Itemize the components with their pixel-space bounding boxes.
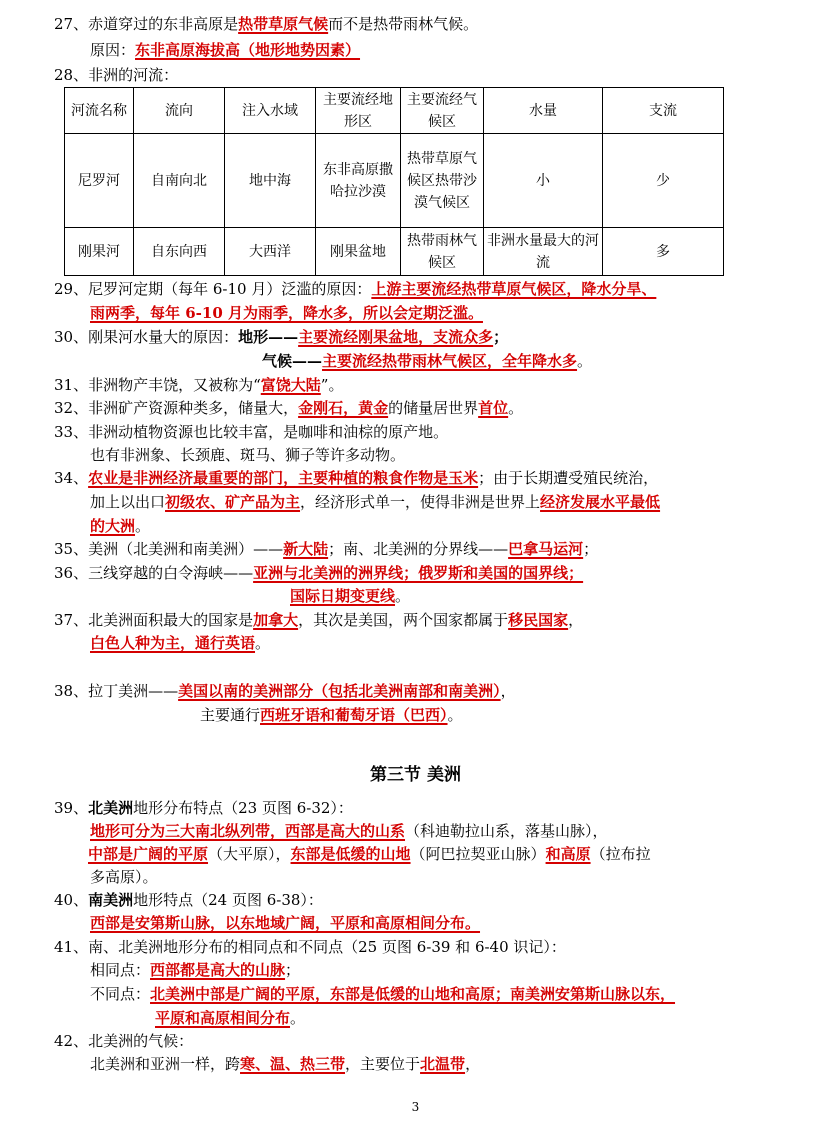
table-cell: 刚果河 xyxy=(65,228,134,276)
table-cell: 自南向北 xyxy=(134,134,225,228)
item-35: 35、美洲（北美洲和南美洲）——新大陆；南、北美洲的分界线——巴拿马运河； xyxy=(54,540,599,558)
table-header-row xyxy=(65,88,724,134)
item-27-line1: 27、赤道穿过的东非高原是热带草原气候而不是热带雨林气候。 xyxy=(54,15,479,33)
item-42-line2: 北美洲和亚洲一样，跨寒、温、热三带，主要位于北温带， xyxy=(90,1055,481,1073)
item-38-line2: 主要通行西班牙语和葡萄牙语（巴西）。 xyxy=(200,706,463,724)
item-38-line1: 38、拉丁美洲——美国以南的美洲部分（包括北美洲南部和南美洲）， xyxy=(54,682,516,700)
table-cell: 少 xyxy=(603,134,724,228)
table-cell: 小 xyxy=(484,134,603,228)
item-36-line2: 国际日期变更线。 xyxy=(290,587,411,605)
table-header-cell: 水量 xyxy=(484,88,603,134)
item-39-line3: 中部是广阔的平原（大平原），东部是低缓的山地（阿巴拉契亚山脉）和高原（拉布拉 xyxy=(88,845,651,863)
item-37-line1: 37、北美洲面积最大的国家是加拿大，其次是美国，两个国家都属于移民国家， xyxy=(54,611,584,629)
item-41-line2: 相同点：西部都是高大的山脉； xyxy=(90,961,301,979)
table-cell: 大西洋 xyxy=(225,228,316,276)
table-header-cell: 主要流经气候区 xyxy=(401,88,484,134)
item-41-line4: 平原和高原相间分布。 xyxy=(155,1009,306,1027)
table-header-cell: 流向 xyxy=(134,88,225,134)
item-40-line1: 40、南美洲地形特点（24 页图 6-38）： xyxy=(54,891,323,909)
item-39-line4: 多高原）。 xyxy=(90,868,158,886)
table-header-cell: 注入水域 xyxy=(225,88,316,134)
item-36-line1: 36、三线穿越的白令海峡——亚洲与北美洲的洲界线；俄罗斯和美国的国界线； xyxy=(54,564,584,582)
item-33-line1: 33、非洲动植物资源也比较丰富，是咖啡和油棕的原产地。 xyxy=(54,423,449,441)
item-39-line1: 39、北美洲地形分布特点（23 页图 6-32）： xyxy=(54,799,353,817)
table-cell: 热带雨林气候区 xyxy=(401,228,484,276)
item-30-line2: 气候——主要流经热带雨林气候区，全年降水多。 xyxy=(262,352,593,370)
table-cell: 自东向西 xyxy=(134,228,225,276)
table-header-cell: 支流 xyxy=(603,88,724,134)
table-cell: 刚果盆地 xyxy=(316,228,401,276)
item-37-line2: 白色人种为主，通行英语。 xyxy=(90,634,271,652)
table-cell: 东非高原撒哈拉沙漠 xyxy=(316,134,401,228)
table-cell: 尼罗河 xyxy=(65,134,134,228)
section-title: 第三节 美洲 xyxy=(370,765,461,785)
item-28-title: 28、非洲的河流： xyxy=(54,66,179,84)
table-cell: 非洲水量最大的河流 xyxy=(484,228,603,276)
item-30-line1: 30、刚果河水量大的原因：地形——主要流经刚果盆地，支流众多； xyxy=(54,328,509,346)
table-cell: 热带草原气候区热带沙漠气候区 xyxy=(401,134,484,228)
item-31: 31、非洲物产丰饶，又被称为“富饶大陆”。 xyxy=(54,376,344,394)
table-row xyxy=(65,134,724,228)
table-row xyxy=(65,228,724,276)
item-34-line2: 加上以出口初级农、矿产品为主，经济形式单一，使得非洲是世界上经济发展水平最低 xyxy=(90,493,661,511)
item-32: 32、非洲矿产资源种类多，储量大，金刚石，黄金的储量居世界首位。 xyxy=(54,399,524,417)
item-34-line1: 34、农业是非洲经济最重要的部门，主要种植的粮食作物是玉米；由于长期遭受殖民统治， xyxy=(54,469,659,487)
table-cell: 多 xyxy=(603,228,724,276)
item-41-line3: 不同点：北美洲中部是广阔的平原，东部是低缓的山地和高原；南美洲安第斯山脉以东， xyxy=(90,985,676,1003)
item-34-line3: 的大洲。 xyxy=(90,517,151,535)
item-33-line2: 也有非洲象、长颈鹿、斑马、狮子等许多动物。 xyxy=(90,446,406,464)
item-27-line2: 原因：东非高原海拔高（地形地势因素） xyxy=(90,41,361,59)
river-table xyxy=(64,87,724,276)
item-41-line1: 41、南、北美洲地形分布的相同点和不同点（25 页图 6-39 和 6-40 识记）： xyxy=(54,938,566,956)
page-number: 3 xyxy=(411,1100,420,1114)
table-cell: 地中海 xyxy=(225,134,316,228)
item-39-line2: 地形可分为三大南北纵列带，西部是高大的山系（科迪勒拉山系，落基山脉）， xyxy=(90,822,608,840)
item-29-line2: 雨两季，每年 6-10 月为雨季，降水多，所以会定期泛滥。 xyxy=(90,304,483,322)
item-42-line1: 42、北美洲的气候： xyxy=(54,1032,194,1050)
item-40-line2: 西部是安第斯山脉，以东地域广阔，平原和高原相间分布。 xyxy=(90,914,481,932)
table-header-cell: 河流名称 xyxy=(65,88,134,134)
item-29-line1: 29、尼罗河定期（每年 6-10 月）泛滥的原因：上游主要流经热带草原气候区，降水分旱、 xyxy=(54,280,657,298)
table-header-cell: 主要流经地形区 xyxy=(316,88,401,134)
